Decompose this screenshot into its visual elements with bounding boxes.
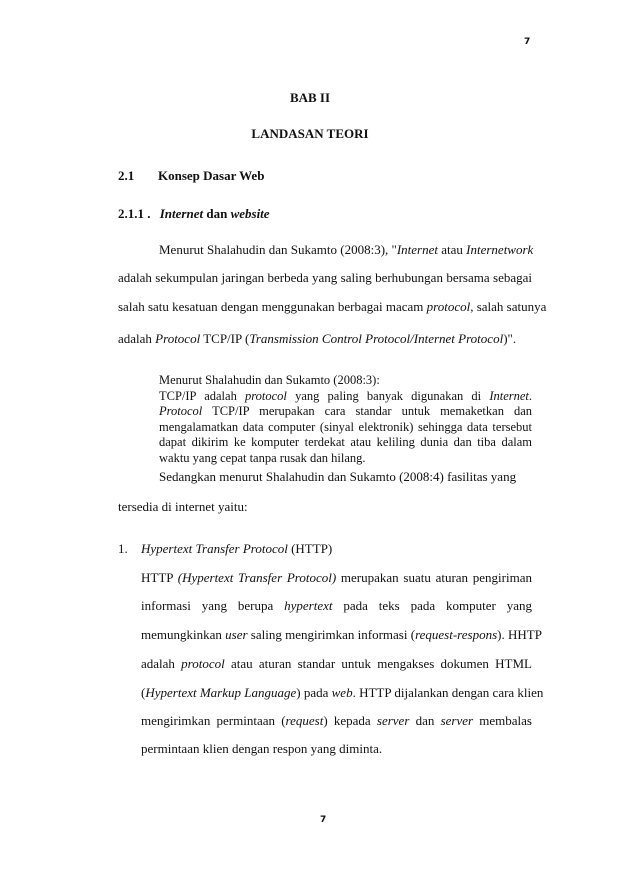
para2-line-1: Sedangkan menurut Shalahudin dan Sukamto (2008:4) fasilitas yang — [159, 469, 517, 484]
list-item-title: Hypertext Transfer Protocol (HTTP) — [141, 541, 333, 556]
list-line-7: permintaan klien dengan respon yang diminta. — [141, 741, 383, 756]
section-title: Konsep Dasar Web — [158, 168, 265, 183]
quote-line-2: Protocol TCP/IP merupakan cara standar untuk memaketkan dan — [159, 404, 532, 418]
chapter-title: LANDASAN TEORI — [251, 126, 369, 141]
list-line-3: memungkinkan user saling mengirimkan informasi (request-respons). HHTP — [141, 627, 542, 642]
para1-line-4: adalah Protocol TCP/IP (Transmission Control Protocol/Internet Protocol)". — [118, 331, 517, 346]
subsection-heading — [118, 206, 270, 222]
quote-line-4: dapat dikirim ke komputer terdekat atau keliling dunia dan tiba dalam — [159, 435, 532, 449]
quote-line-1: TCP/IP adalah protocol yang paling banyak digunakan di Internet. — [159, 388, 533, 403]
list-line-5: (Hypertext Markup Language) pada web. HTTP dijalankan dengan cara klien — [141, 685, 544, 700]
page-number-top: 7 — [524, 37, 531, 47]
subsection-title: Internet dan website — [159, 206, 270, 221]
subsection-number: 2.1.1 . — [118, 206, 151, 221]
para1-line-1: Menurut Shalahudin dan Sukamto (2008:3), "Internet atau Internetwork — [159, 242, 534, 257]
quote-intro: Menurut Shalahudin dan Sukamto (2008:3): — [159, 373, 380, 387]
page-number-bottom: 7 — [320, 815, 327, 825]
list-line-2: informasi yang berupa hypertext pada teks pada komputer yang — [141, 598, 532, 613]
list-line-1: HTTP (Hypertext Transfer Protocol) merupakan suatu aturan pengiriman — [141, 570, 532, 585]
block-quote — [159, 373, 532, 466]
para1-line-2: adalah sekumpulan jaringan berbeda yang saling berhubungan bersama sebagai — [118, 270, 532, 285]
list-number: 1. — [118, 541, 128, 556]
para1-line-3: salah satu kesatuan dengan menggunakan berbagai macam protocol, salah satunya — [118, 299, 547, 314]
list-line-6: mengirimkan permintaan (request) kepada server dan server membalas — [141, 713, 532, 728]
quote-line-5: waktu yang cepat tanpa rusak dan hilang. — [159, 450, 366, 465]
chapter-label: BAB II — [289, 90, 331, 105]
list-line-4: adalah protocol atau aturan standar untuk mengakses dokumen HTML — [141, 656, 532, 671]
para2-line-2: tersedia di internet yaitu: — [118, 499, 248, 514]
section-number: 2.1 — [118, 168, 135, 183]
quote-line-3: mengalamatkan data computer (sinyal elektronik) sehingga data tersebut — [159, 419, 532, 434]
